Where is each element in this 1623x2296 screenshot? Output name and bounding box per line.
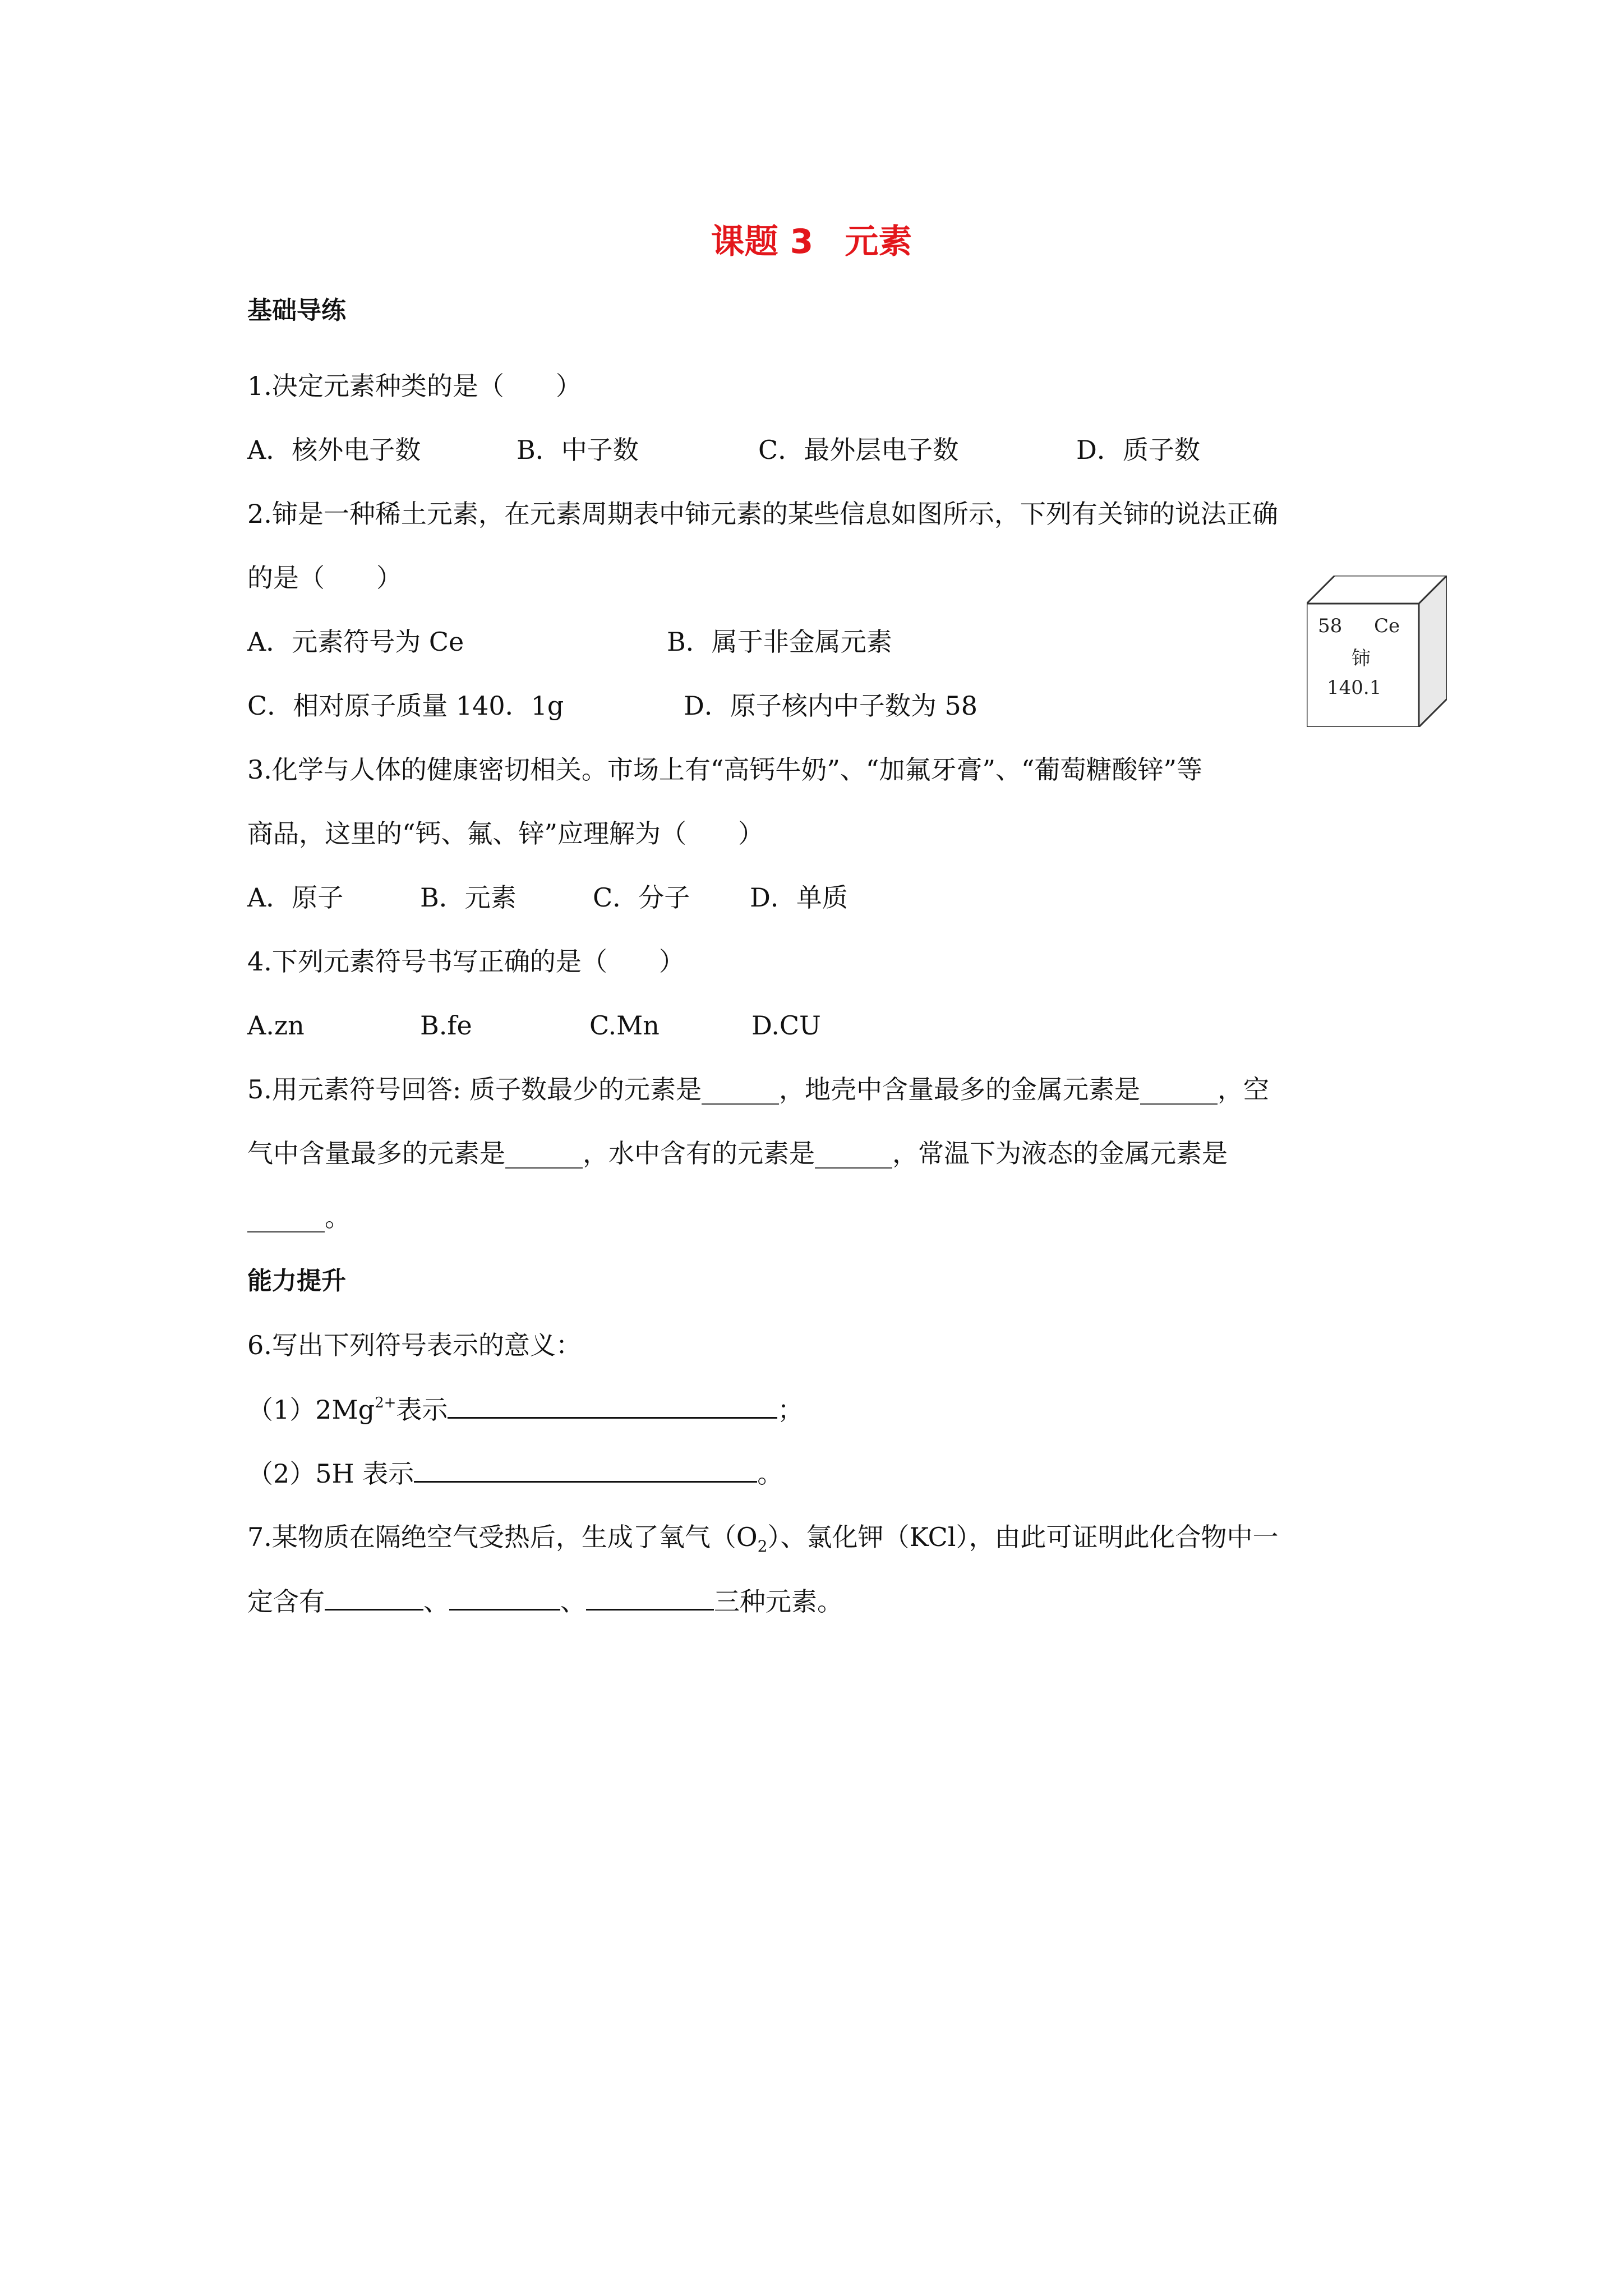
q2-option-d: D．原子核内中子数为 58 xyxy=(684,691,978,721)
q7-text-1b: ）、氯化钾（KCl），由此可证明此化合物中一 xyxy=(767,1522,1279,1552)
q3-option-b: B．元素 xyxy=(420,882,517,913)
q4-options xyxy=(247,1009,1089,1042)
title-main: 课题 3 xyxy=(711,222,814,261)
title-sub: 元素 xyxy=(845,222,912,261)
q5-text-3-end: 。 xyxy=(325,1202,351,1232)
q3-stem-line1: 3.化学与人体的健康密切相关。市场上有“高钙牛奶”、“加氟牙膏”、“葡萄糖酸锌”等 xyxy=(247,754,1202,785)
cube-outline xyxy=(1307,576,1447,727)
q6-answer-blank-2[interactable] xyxy=(414,1456,757,1483)
q5-blank-5[interactable]: ______ xyxy=(247,1202,325,1232)
q5-text-1c: ，空 xyxy=(1218,1074,1270,1105)
q7-oxygen-subscript: 2 xyxy=(757,1537,768,1556)
q5-blank-1[interactable]: ______ xyxy=(702,1074,780,1105)
q5-text-1b: ，地壳中含量最多的金属元素是 xyxy=(779,1074,1141,1105)
cerium-element-card xyxy=(1307,576,1447,727)
q6-stem: 6.写出下列符号表示的意义： xyxy=(247,1330,582,1360)
q6-item2 xyxy=(247,1456,783,1490)
q2-stem-line1: 2.铈是一种稀土元素，在元素周期表中铈元素的某些信息如图所示，下列有关铈的说法正确 xyxy=(247,499,1278,529)
q6-item1-label: 表示 xyxy=(396,1395,448,1425)
q5-blank-3[interactable]: ______ xyxy=(505,1138,583,1168)
q2-options-row2 xyxy=(247,689,1089,723)
q6-item1-prefix: （1）2Mg xyxy=(247,1395,375,1425)
card-atomic-mass: 140.1 xyxy=(1327,677,1382,699)
q7-text-2a: 定含有 xyxy=(247,1586,325,1617)
q3-stem-line2: 商品，这里的“钙、氟、锌”应理解为（ ） xyxy=(247,818,764,849)
q5-text-2b: ，水中含有的元素是 xyxy=(583,1138,815,1168)
card-atomic-number: 58 xyxy=(1318,615,1343,637)
q4-option-b: B.fe xyxy=(420,1010,472,1041)
q5-line1 xyxy=(247,1073,1269,1106)
q3-options xyxy=(247,881,1089,914)
q7-answer-blank-1[interactable] xyxy=(325,1584,423,1611)
page-title xyxy=(0,222,1623,261)
q7-text-1a: 7.某物质在隔绝空气受热后，生成了氧气（O xyxy=(247,1522,758,1552)
q7-text-2-end: 三种元素。 xyxy=(714,1586,843,1617)
q6-item2-prefix: （2）5H 表示 xyxy=(247,1458,414,1489)
q6-item1 xyxy=(247,1392,803,1427)
q5-blank-4[interactable]: ______ xyxy=(815,1138,892,1168)
q4-option-a: A.zn xyxy=(247,1010,305,1041)
section-heading-advanced: 能力提升 xyxy=(247,1267,346,1295)
q5-line2 xyxy=(247,1137,1228,1170)
q4-stem: 4.下列元素符号书写正确的是（ ） xyxy=(247,946,685,977)
card-name: 铈 xyxy=(1352,647,1371,670)
q6-item2-end: 。 xyxy=(757,1458,783,1489)
q7-separator-1: 、 xyxy=(423,1586,449,1617)
q3-option-d: D．单质 xyxy=(750,882,848,913)
q7-answer-blank-2[interactable] xyxy=(449,1584,560,1611)
q4-option-c: C.Mn xyxy=(589,1010,660,1041)
q7-line1 xyxy=(247,1520,1278,1554)
q7-line2 xyxy=(247,1584,843,1618)
q3-option-c: C．分子 xyxy=(593,882,690,913)
q2-stem-line2: 的是（ ） xyxy=(247,563,402,593)
q4-option-d: D.CU xyxy=(751,1010,821,1041)
q6-item1-end: ； xyxy=(777,1395,804,1425)
q2-options-row1 xyxy=(247,625,1089,659)
q1-option-a: A．核外电子数 xyxy=(247,435,421,465)
q1-option-d: D．质子数 xyxy=(1076,435,1200,465)
q1-option-c: C．最外层电子数 xyxy=(758,435,959,465)
q7-separator-2: 、 xyxy=(560,1586,586,1617)
q6-item1-charge: 2+ xyxy=(375,1394,396,1411)
q1-option-b: B．中子数 xyxy=(517,435,639,465)
q5-text-2a: 气中含量最多的元素是 xyxy=(247,1138,505,1168)
q7-answer-blank-3[interactable] xyxy=(586,1584,714,1611)
q2-option-a: A．元素符号为 Ce xyxy=(247,627,464,657)
q5-text-2c: ，常温下为液态的金属元素是 xyxy=(892,1138,1228,1168)
section-heading-basic: 基础导练 xyxy=(247,296,346,325)
q1-stem: 1.决定元素种类的是（ ） xyxy=(247,371,582,401)
q5-text-1a: 5.用元素符号回答: 质子数最少的元素是 xyxy=(247,1074,702,1105)
q5-line3 xyxy=(247,1200,351,1234)
q2-option-b: B．属于非金属元素 xyxy=(667,627,892,657)
q1-options xyxy=(247,433,1369,467)
q3-option-a: A．原子 xyxy=(247,882,344,913)
q6-answer-blank-1[interactable] xyxy=(448,1392,777,1419)
q2-option-c: C．相对原子质量 140．1g xyxy=(247,691,564,721)
q5-blank-2[interactable]: ______ xyxy=(1140,1074,1218,1105)
card-symbol: Ce xyxy=(1374,615,1400,637)
